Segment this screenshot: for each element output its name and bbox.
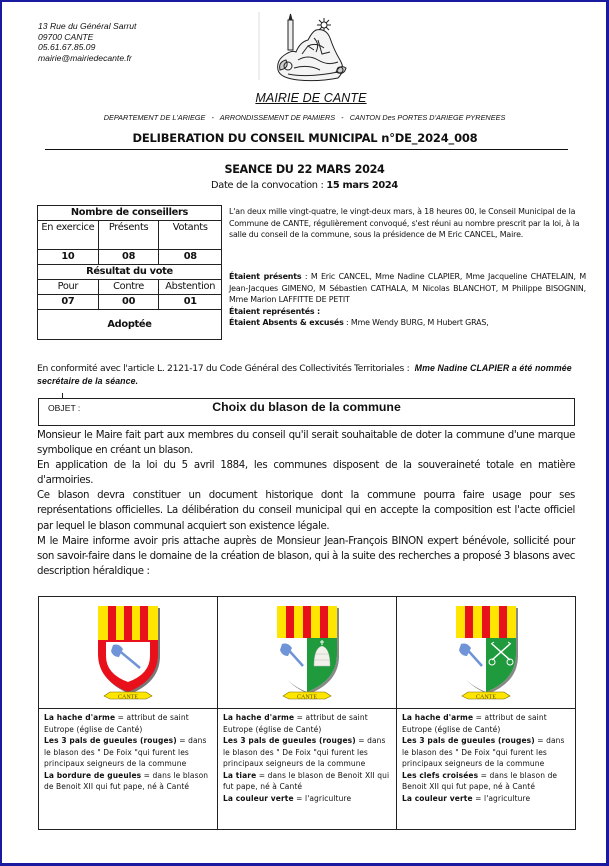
convocation-date: 15 mars 2024	[326, 180, 398, 191]
desc-term: Les 3 pals de gueules (rouges)	[44, 736, 177, 745]
body-paragraph: M le Maire informe avoir pris attache auprès de Monsieur Jean-François BINON expert bénévole, sollicité pour son savoir-faire dans le domaine de la création de blason, qui à la suite des recherches a proposé 3 blasons avec description héraldique :	[37, 535, 575, 577]
desc-term: Les clefs croisées	[402, 770, 479, 780]
attendance-block	[229, 271, 586, 329]
col-label-votants: Votants	[159, 221, 222, 250]
result-value-pour: 07	[38, 295, 99, 310]
desc-text: = dans le blason des " De Foix "qui furent les principaux seigneurs de la commune	[402, 736, 565, 768]
objet-box	[38, 398, 575, 426]
mairie-title: MAIRIE DE CANTE	[255, 91, 367, 105]
presents-line	[229, 271, 586, 306]
objet-title: Choix du blason de la commune	[212, 400, 401, 414]
absent-label: Étaient Absents & excusés	[229, 318, 344, 327]
svg-text:CANTE: CANTE	[476, 694, 496, 701]
preamble-text: L'an deux mille vingt-quatre, le vingt-deux mars, à 18 heures 00, le Conseil Municipal de la Commune de CANTE, régulièrement convoqué, s'est réuni au nombre prescrit par la loi, à la salle du conseil de la commune, sous la présidence de M Eric CANCEL, Maire.	[229, 207, 580, 239]
conformite-paragraph	[37, 362, 572, 388]
vote-outcome: Adoptée	[38, 310, 222, 340]
desc-text: = attribut de saint Eutrope (église de Canté)	[402, 713, 547, 734]
value-presents: 08	[98, 250, 159, 265]
presents-list: : M Eric CANCEL, Mme Nadine CLAPIER, Mme Jacqueline CHATELAIN, M Jean-Jacques GIMENO, M Sébastien CATHALA, M Nicolas BLANCHOT, M Philippe BISOGNIN, Mme Marion LAFFITTE DE PETIT	[229, 272, 586, 304]
desc-term: La couleur verte	[402, 793, 473, 803]
department-line: DEPARTEMENT DE L'ARIEGE - ARRONDISSEMENT DE PAMIERS - CANTON Des PORTES D'ARIEGE PYRENEES	[103, 113, 506, 122]
convocation-date-line	[0, 180, 609, 191]
address-phone: 05.61.67.85.09	[38, 42, 96, 53]
desc-text: = l'agriculture	[293, 793, 352, 803]
deliberation-body	[37, 428, 575, 579]
conformite-text: En conformité avec l'article L. 2121-17 du Code Général des Collectivités Territoriales :	[37, 363, 415, 374]
desc-text: = dans le blason des " De Foix "qui furent les principaux seigneurs de la commune	[223, 736, 386, 768]
desc-term: La tiare	[223, 770, 257, 780]
desc-text: = attribut de saint Eutrope (église de Canté)	[44, 713, 189, 734]
mairie-address	[38, 21, 136, 63]
body-paragraph: Monsieur le Maire fait part aux membres du conseil qu'il serait souhaitable de doter la commune d'une marque symbolique en créant un blason.	[37, 430, 575, 457]
absent-list: : Mme Wendy BURG, M Hubert GRAS,	[343, 318, 489, 327]
svg-text:CANTE: CANTE	[118, 694, 138, 701]
coat-of-arms-red-border-icon	[78, 602, 178, 708]
desc-term: La bordure de gueules	[44, 770, 142, 780]
result-label-abstention: Abstention	[159, 280, 222, 295]
address-street: 13 Rue du Général Sarrut	[38, 21, 137, 31]
deliberation-title: DELIBERATION DU CONSEIL MUNICIPAL n°DE_2024_008	[132, 131, 478, 145]
result-value-abstention: 01	[159, 295, 222, 310]
desc-text: = dans le blason de Benoit XII qui fut pape, né à Canté	[223, 770, 390, 791]
desc-term: La hache d'arme	[223, 713, 295, 722]
body-paragraph: Ce blason devra constituer un document historique dont la commune pourra faire usage pour ses représentations officielles. La délibération du conseil municipal qui en accepte la composition est l'acte officiel par lequel le blason communal acquiert son existence légale.	[37, 490, 575, 532]
svg-text:CANTE: CANTE	[297, 694, 317, 701]
address-email: mairie@mairiedecante.fr	[38, 52, 132, 63]
presents-label: Étaient présents	[229, 272, 302, 281]
blason-2-cell	[218, 597, 397, 709]
address-city: 09700 CANTE	[38, 31, 94, 42]
desc-term: La couleur verte	[223, 793, 294, 803]
col-label-presents: Présents	[98, 221, 159, 250]
desc-term: La hache d'arme	[44, 713, 116, 722]
blason-1-cell	[39, 597, 218, 709]
blason-3-cell	[397, 597, 576, 709]
col-label-en-exercice: En exercice	[38, 221, 99, 250]
blasons-table	[38, 596, 576, 830]
votes-header: Nombre de conseillers	[38, 206, 222, 221]
objet-label: OBJET :	[48, 403, 81, 413]
secretary-nomination: Mme Nadine CLAPIER a été nommée secrétaire de la séance.	[37, 363, 572, 386]
desc-term: Les 3 pals de gueules (rouges)	[402, 736, 535, 745]
result-value-contre: 00	[98, 295, 159, 310]
title-underline	[45, 149, 568, 150]
desc-term: La hache d'arme	[402, 713, 474, 722]
votes-table	[37, 205, 222, 340]
desc-text: = dans le blason de Benoit XII qui fut pape, né à Canté	[44, 770, 209, 791]
result-label-pour: Pour	[38, 280, 99, 295]
desc-term: Les 3 pals de gueules (rouges)	[223, 736, 356, 745]
marianne-seal-icon	[258, 10, 358, 90]
blason-1-description	[39, 709, 218, 830]
desc-text: = dans le blason des " De Foix "qui furent les principaux seigneurs de la commune	[44, 736, 207, 768]
represented-label: Étaient représentés :	[229, 306, 321, 316]
value-votants: 08	[159, 250, 222, 265]
body-paragraph: En application de la loi du 5 avril 1884, les communes disposent de la souveraineté totale en matière d'armoiries.	[37, 460, 575, 487]
value-en-exercice: 10	[38, 250, 99, 265]
result-header: Résultat du vote	[38, 265, 222, 280]
blason-2-description	[218, 709, 397, 830]
coat-of-arms-crossed-keys-icon	[436, 602, 536, 708]
result-label-contre: Contre	[98, 280, 159, 295]
coat-of-arms-tiara-icon	[257, 602, 357, 708]
desc-text: = l'agriculture	[472, 793, 531, 803]
blason-3-description	[397, 709, 576, 830]
absent-line	[229, 317, 586, 329]
seance-title: SEANCE DU 22 MARS 2024	[224, 163, 385, 176]
desc-text: = dans le blason de Benoit XII qui fut pape, né à Canté	[402, 770, 558, 791]
desc-text: = attribut de saint Eutrope (église de Canté)	[223, 713, 368, 734]
convocation-label: Date de la convocation :	[211, 180, 327, 191]
